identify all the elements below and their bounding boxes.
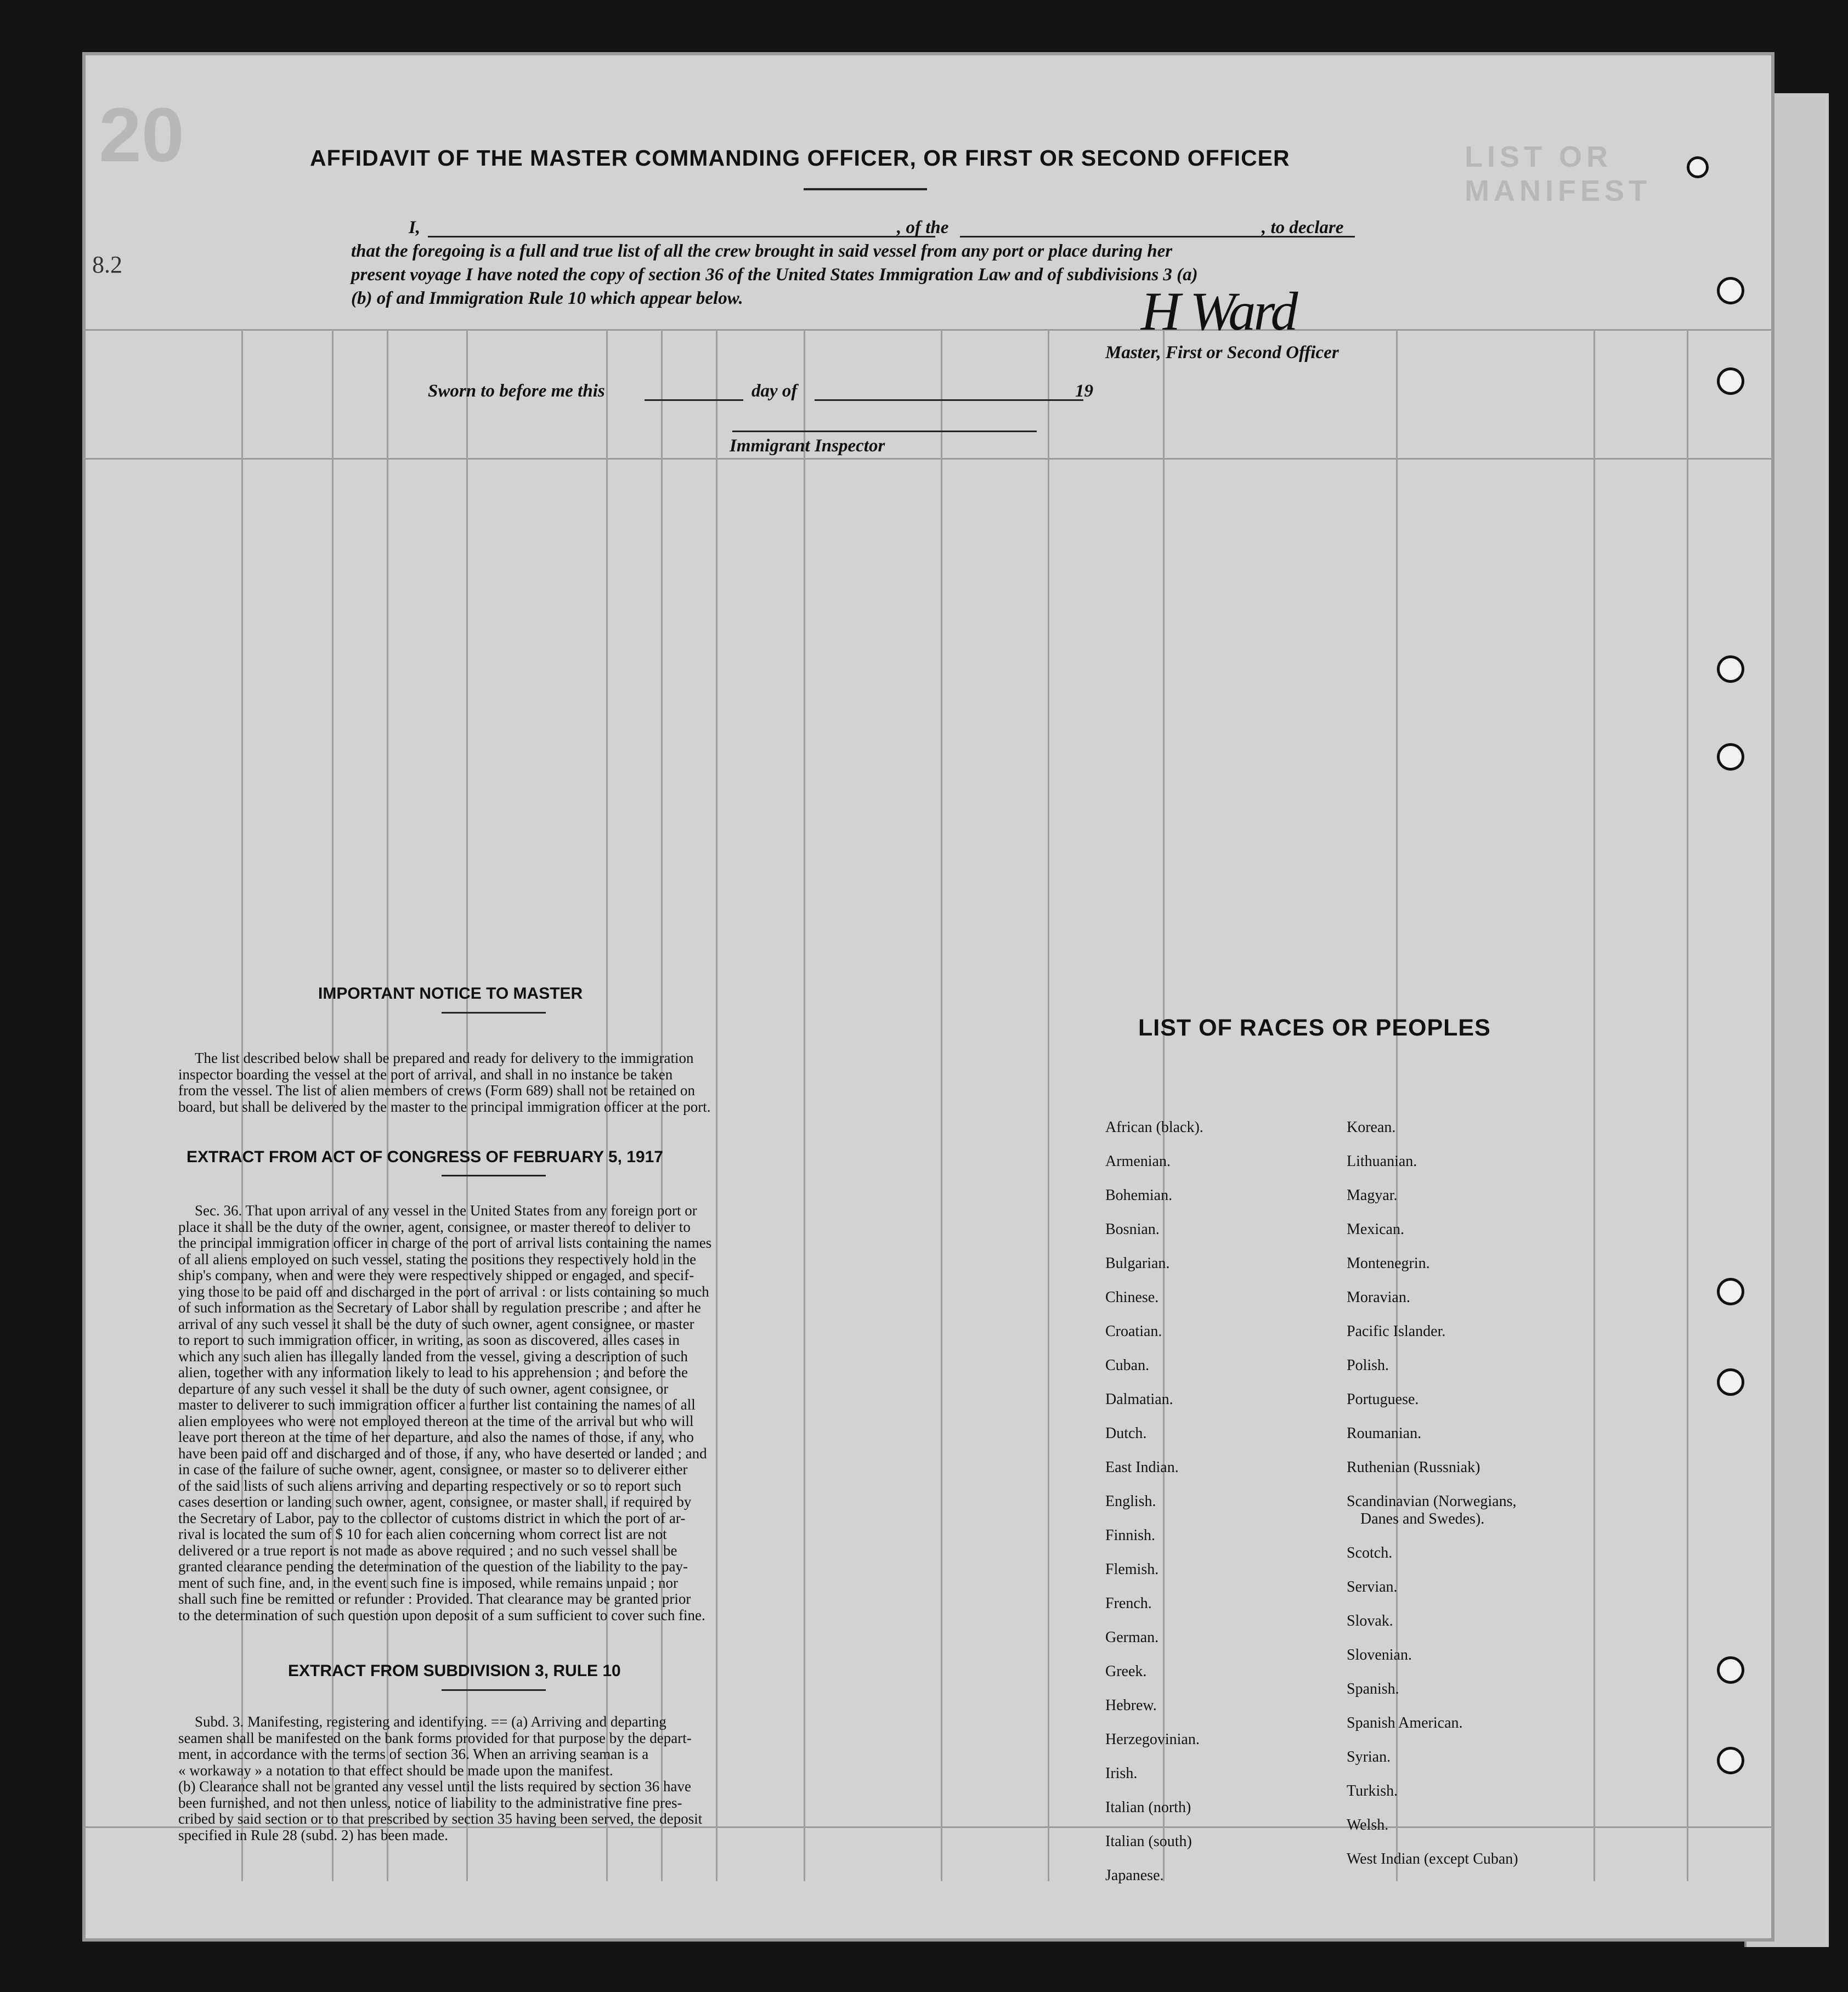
page-mark: 8.2 <box>92 251 122 278</box>
table-column-line <box>1593 329 1595 1881</box>
act-line: of such information as the Secretary of Labor shall by regulation prescribe ; and after he <box>178 1299 701 1316</box>
notice-title: IMPORTANT NOTICE TO MASTER <box>318 984 583 1003</box>
act-line: ying those to be paid off and discharged in the port of arrival : or lists containing so much <box>178 1283 709 1300</box>
table-top-rule <box>82 329 1774 331</box>
race-entry: Finnish. <box>1105 1527 1156 1544</box>
rule-line: specified in Rule 28 (subd. 2) has been made. <box>178 1826 448 1843</box>
rule-line: seamen shall be manifested on the bank forms provided for that purpose by the depart- <box>178 1729 692 1746</box>
act-line: departure of any such vessel it shall be the duty of such owner, agent consignee, or <box>178 1380 669 1397</box>
act-line: granted clearance pending the determination of the question of the liability to the pay- <box>178 1558 688 1575</box>
rule-line: ment, in accordance with the terms of section 36. When an arriving seaman is a <box>178 1746 649 1762</box>
race-entry: Italian (south) <box>1105 1833 1192 1850</box>
race-entry: Turkish. <box>1347 1782 1398 1799</box>
sworn-year: 19 <box>1075 381 1093 401</box>
affidavit-title: AFFIDAVIT OF THE MASTER COMMANDING OFFICER, OR FIRST OR SECOND OFFICER <box>310 145 1290 171</box>
race-entry: Pacific Islander. <box>1347 1323 1446 1340</box>
act-line: of the said lists of such aliens arriving and departing respectively or so to report such <box>178 1477 682 1494</box>
race-entry: Slovak. <box>1347 1612 1393 1629</box>
act-line: alien, together with any information likely to lead to his apprehension ; and before the <box>178 1364 688 1380</box>
race-entry: Herzegovinian. <box>1105 1731 1200 1748</box>
race-entry: West Indian (except Cuban) <box>1347 1850 1518 1868</box>
notice-line: The list described below shall be prepared and ready for delivery to the immigration <box>195 1050 694 1066</box>
race-entry: Danes and Swedes). <box>1360 1510 1485 1527</box>
act-text <box>178 1203 897 1623</box>
table-column-line <box>1687 329 1688 1881</box>
race-entry: Polish. <box>1347 1357 1389 1374</box>
race-entry: Korean. <box>1347 1119 1396 1136</box>
race-entry: Servian. <box>1347 1578 1398 1595</box>
inspector-caption: Immigrant Inspector <box>730 436 885 456</box>
act-line: ship's company, when and were they were respectively shipped or engaged, and specif- <box>178 1267 694 1283</box>
declaration-i: I, <box>409 218 421 237</box>
race-entry: Greek. <box>1105 1663 1147 1680</box>
race-entry: Portuguese. <box>1347 1391 1419 1408</box>
punch-hole <box>1717 743 1744 771</box>
declaration-line-3: present voyage I have noted the copy of section 36 of the United States Immigration Law and of subdivisions 3 (a) <box>351 265 1198 285</box>
race-entry: Lithuanian. <box>1347 1153 1417 1170</box>
race-entry: Magyar. <box>1347 1187 1398 1204</box>
act-line: the Secretary of Labor, pay to the collector of customs district in which the port of ar- <box>178 1509 686 1526</box>
act-line: which any such alien has illegally landed from the vessel, giving a description of such <box>178 1348 688 1365</box>
act-rule <box>442 1175 546 1176</box>
rule-rule <box>442 1689 546 1691</box>
race-entry: Scandinavian (Norwegians, <box>1347 1493 1517 1510</box>
act-line: the principal immigration officer in charge of the port of arrival lists containing the names <box>178 1235 712 1251</box>
race-entry: German. <box>1105 1629 1159 1646</box>
act-title: EXTRACT FROM ACT OF CONGRESS OF FEBRUARY 5, 1917 <box>187 1148 663 1166</box>
race-entry: French. <box>1105 1595 1152 1612</box>
notice-line: board, but shall be delivered by the master to the principal immigration officer at the port. <box>178 1098 711 1115</box>
table-column-line <box>1163 329 1165 1881</box>
punch-hole <box>1717 1278 1744 1305</box>
race-entry: Ruthenian (Russniak) <box>1347 1459 1480 1476</box>
rule-line: (b) Clearance shall not be granted any vessel until the lists required by section 36 have <box>178 1778 691 1795</box>
ghost-list-heading: LIST OR MANIFEST <box>1465 140 1651 207</box>
race-entry: Armenian. <box>1105 1153 1171 1170</box>
sworn-text: Sworn to before me this <box>428 381 605 401</box>
punch-hole <box>1717 1368 1744 1396</box>
table-header-rule <box>82 458 1774 460</box>
race-entry: Italian (north) <box>1105 1799 1191 1816</box>
race-entry: Cuban. <box>1105 1357 1150 1374</box>
race-entry: Croatian. <box>1105 1323 1162 1340</box>
race-entry: Slovenian. <box>1347 1646 1412 1663</box>
race-entry: Irish. <box>1105 1765 1138 1782</box>
act-line: place it shall be the duty of the owner, agent, consignee, or master thereof to deliver to <box>178 1218 691 1235</box>
race-entry: Japanese. <box>1105 1867 1164 1884</box>
declaration-to-declare: , to declare <box>1262 218 1344 237</box>
rule-title: EXTRACT FROM SUBDIVISION 3, RULE 10 <box>288 1662 621 1680</box>
race-entry: Montenegrin. <box>1347 1255 1430 1272</box>
sworn-day-of: day of <box>751 381 798 401</box>
race-entry: Spanish. <box>1347 1680 1399 1697</box>
table-column-line <box>1048 329 1049 1881</box>
act-line: Sec. 36. That upon arrival of any vessel in the United States from any foreign port or <box>195 1202 697 1219</box>
rule-line: « workaway » a notation to that effect should be made upon the manifest. <box>178 1762 613 1779</box>
ghost-page-number: 20 <box>99 92 184 178</box>
punch-hole <box>1717 1656 1744 1684</box>
declaration-line-2: that the foregoing is a full and true list of all the crew brought in said vessel from any port or place during her <box>351 241 1173 261</box>
race-entry: Flemish. <box>1105 1561 1159 1578</box>
race-entry: Mexican. <box>1347 1221 1404 1238</box>
act-line: alien employees who were not employed thereon at the time of the arrival but who will <box>178 1412 694 1429</box>
race-entry: Welsh. <box>1347 1816 1389 1833</box>
act-line: have been paid off and discharged and of those, if any, who have deserted or landed ; and <box>178 1445 707 1462</box>
race-entry: East Indian. <box>1105 1459 1179 1476</box>
officer-name-blank[interactable] <box>428 236 935 237</box>
punch-hole <box>1717 655 1744 683</box>
notice-text <box>178 1050 897 1115</box>
act-line: shall such fine be remitted or refunder : Provided. That clearance may be granted prior <box>178 1591 691 1607</box>
declaration-of-the: , of the <box>897 218 949 237</box>
notice-line: from the vessel. The list of alien members of crews (Form 689) shall not be retained on <box>178 1082 696 1099</box>
race-entry: African (black). <box>1105 1119 1203 1136</box>
act-line: cases desertion or landing such owner, agent, consignee, or master shall, if required by <box>178 1493 692 1510</box>
title-rule <box>804 188 927 190</box>
act-line: arrival of any such vessel it shall be the duty of such owner, agent consignee, or master <box>178 1315 694 1332</box>
signature-caption: Master, First or Second Officer <box>1105 343 1339 363</box>
punch-hole <box>1717 1747 1744 1774</box>
act-line: ment of such fine, and, in the event such fine is imposed, while remains unpaid ; nor <box>178 1574 679 1591</box>
race-entry: Spanish American. <box>1347 1714 1463 1731</box>
rule-line: been furnished, and not then unless, notice of liability to the administrative fine pres- <box>178 1794 682 1811</box>
sworn-day-blank[interactable] <box>645 399 743 401</box>
races-title: LIST OF RACES OR PEOPLES <box>1138 1015 1491 1041</box>
race-entry: English. <box>1105 1493 1156 1510</box>
race-entry: Roumanian. <box>1347 1425 1422 1442</box>
manifest-page <box>82 52 1774 1942</box>
act-line: leave port thereon at the time of her departure, and also the names of those, if any, who <box>178 1429 694 1445</box>
notice-rule <box>442 1012 546 1014</box>
act-line: rival is located the sum of $ 10 for each alien concerning whom correct list are not <box>178 1526 667 1542</box>
punch-hole <box>1717 277 1744 304</box>
act-line: to the determination of such question upon deposit of a sum sufficient to cover such fine. <box>178 1606 705 1623</box>
race-entry: Scotch. <box>1347 1544 1393 1561</box>
rule-line: Subd. 3. Manifesting, registering and identifying. == (a) Arriving and departing <box>195 1713 666 1730</box>
act-line: delivered or a true report is not made as above required ; and no such vessel shall be <box>178 1542 677 1559</box>
race-entry: Dalmatian. <box>1105 1391 1173 1408</box>
act-line: to report to such immigration officer, in writing, as soon as discovered, alles cases in <box>178 1332 680 1348</box>
punch-hole <box>1687 156 1709 178</box>
inspector-signature-blank[interactable] <box>732 431 1037 432</box>
declaration-line-4: (b) of and Immigration Rule 10 which appear below. <box>351 288 743 308</box>
race-entry: Hebrew. <box>1105 1697 1157 1714</box>
notice-line: inspector boarding the vessel at the port of arrival, and shall in no instance be taken <box>178 1066 673 1083</box>
race-entry: Chinese. <box>1105 1289 1159 1306</box>
officer-signature: H Ward <box>1141 281 1296 342</box>
race-entry: Bohemian. <box>1105 1187 1173 1204</box>
table-column-line <box>941 329 942 1881</box>
act-line: master to deliverer to such immigration officer a further list containing the names of all <box>178 1396 696 1413</box>
act-line: in case of the failure of suche owner, agent, consignee, or master so to deliverer either <box>178 1461 688 1478</box>
race-entry: Syrian. <box>1347 1748 1391 1765</box>
rule-text <box>178 1714 897 1843</box>
act-line: of all aliens employed on such vessel, stating the positions they respectively hold in the <box>178 1250 697 1267</box>
race-entry: Bosnian. <box>1105 1221 1160 1238</box>
race-entry: Bulgarian. <box>1105 1255 1170 1272</box>
race-entry: Dutch. <box>1105 1425 1147 1442</box>
race-entry: Moravian. <box>1347 1289 1410 1306</box>
punch-hole <box>1717 367 1744 395</box>
rule-line: cribed by said section or to that prescribed by section 35 having been served, the deposit <box>178 1810 703 1827</box>
sworn-month-blank[interactable] <box>815 399 1083 401</box>
